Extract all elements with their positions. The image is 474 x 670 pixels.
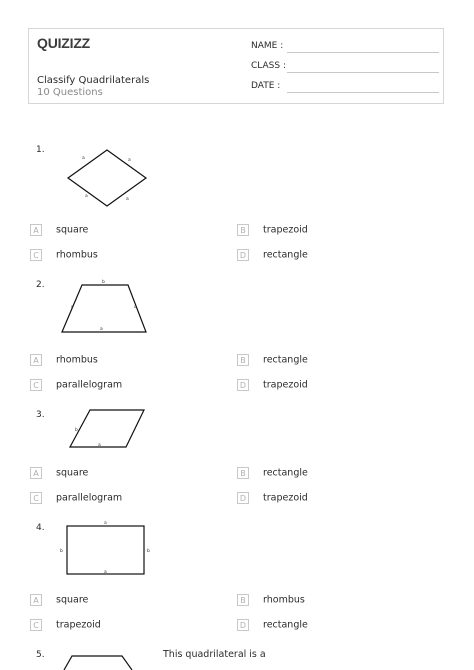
answer-option[interactable] <box>30 249 98 261</box>
class-label: CLASS : <box>251 61 286 71</box>
answer-option[interactable] <box>237 249 308 261</box>
option-text: rectangle <box>263 619 308 631</box>
answer-option[interactable] <box>237 467 308 479</box>
quizizz-logo: QUIZIZZ <box>37 35 91 51</box>
option-text: trapezoid <box>263 492 308 504</box>
question-stem: This quadrilateral is a <box>163 649 266 660</box>
question-number: 5. <box>36 650 45 660</box>
side-label: b <box>102 280 105 285</box>
option-text: trapezoid <box>263 224 308 236</box>
side-label: a <box>104 521 107 526</box>
date-field[interactable] <box>251 81 280 91</box>
option-text: square <box>56 224 89 236</box>
option-letter-badge: C <box>30 492 42 504</box>
side-label: a <box>82 156 85 161</box>
option-letter-badge: B <box>237 594 249 606</box>
answer-option[interactable] <box>30 379 122 391</box>
date-label: DATE : <box>251 81 281 91</box>
option-text: parallelogram <box>56 492 123 504</box>
class-field[interactable] <box>251 61 286 71</box>
side-label: a <box>128 158 131 163</box>
rhombus-figure <box>60 145 155 210</box>
answer-option[interactable] <box>30 492 122 504</box>
option-text: rectangle <box>263 354 308 366</box>
rectangle-figure <box>58 518 153 578</box>
question-number: 3. <box>36 410 45 420</box>
answer-option[interactable] <box>30 594 88 606</box>
option-letter-badge: C <box>30 379 42 391</box>
answer-option[interactable] <box>30 224 88 236</box>
option-text: rectangle <box>263 249 308 261</box>
worksheet-header <box>28 28 444 104</box>
option-letter-badge: C <box>30 249 42 261</box>
option-letter-badge: A <box>30 467 42 479</box>
name-line <box>287 52 439 53</box>
trapezoid-figure <box>60 278 155 338</box>
worksheet-title: Classify Quadrilaterals <box>37 75 150 86</box>
option-text: rhombus <box>56 249 98 261</box>
answer-option[interactable] <box>30 619 101 631</box>
answer-option[interactable] <box>237 354 308 366</box>
option-letter-badge: D <box>237 249 249 261</box>
side-label: a <box>104 570 107 575</box>
option-letter-badge: D <box>237 492 249 504</box>
option-letter-badge: B <box>237 354 249 366</box>
answer-option[interactable] <box>30 354 98 366</box>
answer-option[interactable] <box>30 467 88 479</box>
trapezoid-figure <box>60 652 140 670</box>
answer-option[interactable] <box>237 224 308 236</box>
side-label: a <box>100 327 103 332</box>
option-text: trapezoid <box>263 379 308 391</box>
side-label: a <box>126 197 129 202</box>
side-label: c <box>71 305 74 310</box>
question-number: 2. <box>36 280 45 290</box>
option-letter-badge: A <box>30 594 42 606</box>
answer-option[interactable] <box>237 619 308 631</box>
option-letter-badge: A <box>30 354 42 366</box>
option-letter-badge: D <box>237 619 249 631</box>
side-label: b <box>147 549 150 554</box>
option-text: trapezoid <box>56 619 101 631</box>
side-label: b <box>60 549 63 554</box>
option-letter-badge: D <box>237 379 249 391</box>
option-text: rhombus <box>263 594 305 606</box>
question-number: 4. <box>36 523 45 533</box>
answer-option[interactable] <box>237 492 308 504</box>
option-text: rectangle <box>263 467 308 479</box>
option-text: rhombus <box>56 354 98 366</box>
option-text: square <box>56 594 89 606</box>
question-count: 10 Questions <box>37 87 103 98</box>
option-letter-badge: C <box>30 619 42 631</box>
option-letter-badge: B <box>237 224 249 236</box>
answer-option[interactable] <box>237 379 308 391</box>
date-line <box>287 92 439 93</box>
class-line <box>287 72 439 73</box>
side-label: c <box>134 305 137 310</box>
option-letter-badge: B <box>237 467 249 479</box>
name-field[interactable] <box>251 41 283 51</box>
side-label: a <box>85 194 88 199</box>
option-letter-badge: A <box>30 224 42 236</box>
option-text: parallelogram <box>56 379 123 391</box>
question-number: 1. <box>36 145 45 155</box>
option-text: square <box>56 467 89 479</box>
answer-option[interactable] <box>237 594 305 606</box>
name-label: NAME : <box>251 41 284 51</box>
side-label: a <box>98 443 101 448</box>
parallelogram-figure <box>60 405 155 453</box>
side-label: b <box>75 428 78 433</box>
